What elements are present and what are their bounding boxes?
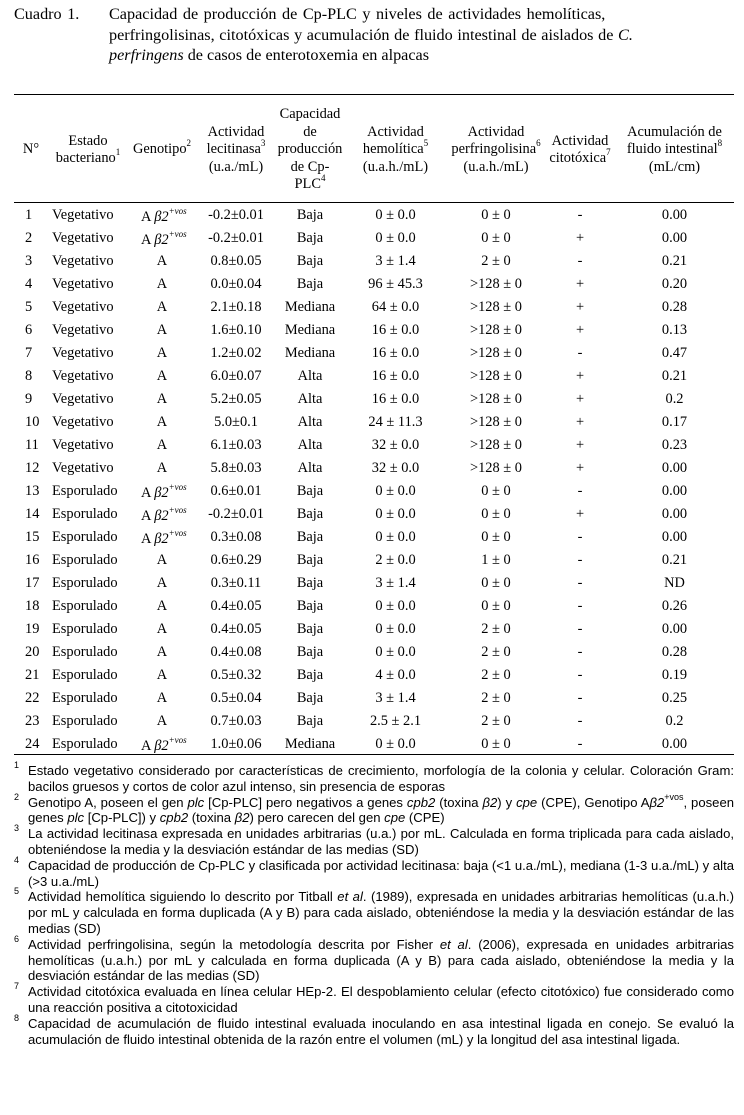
table-row xyxy=(14,342,734,365)
footnote-mark: 5 xyxy=(14,886,20,897)
cell-citotoxica: - xyxy=(577,667,583,683)
footnote-7: 7 Actividad citotóxica evaluada en línea celular HEp-2. El despoblamiento celular (efecto citotóxico) fue considerado como una reacción positiva a citotoxicidad xyxy=(14,981,734,1015)
cell-estado: Esporulado xyxy=(52,529,118,545)
cell-lecitinasa: 0.6±0.01 xyxy=(210,483,262,499)
table-row xyxy=(14,480,734,503)
cell-hemolitica: 3 ± 1.4 xyxy=(375,575,416,591)
cell-fluido: 0.28 xyxy=(661,644,688,660)
cell-num: 2 xyxy=(25,230,33,246)
header-num: N° xyxy=(22,141,40,158)
cell-citotoxica: + xyxy=(575,437,585,453)
cell-capacidad: Baja xyxy=(296,598,324,614)
cell-citotoxica: - xyxy=(577,483,583,499)
cell-lecitinasa: 5.2±0.05 xyxy=(210,391,262,407)
cell-estado: Vegetativo xyxy=(52,368,114,384)
cell-capacidad: Alta xyxy=(297,437,323,453)
table-row xyxy=(14,319,734,342)
table-row xyxy=(14,595,734,618)
cell-genotipo: A xyxy=(156,575,168,591)
cell-num: 1 xyxy=(25,207,33,223)
cell-fluido: 0.26 xyxy=(661,598,688,614)
cell-lecitinasa: 0.4±0.05 xyxy=(210,621,262,637)
cell-citotoxica: - xyxy=(577,621,583,637)
cell-estado: Vegetativo xyxy=(52,253,114,269)
cell-estado: Vegetativo xyxy=(52,230,114,246)
cell-genotipo: A xyxy=(156,713,168,729)
cell-num: 22 xyxy=(25,690,40,706)
cell-hemolitica: 2.5 ± 2.1 xyxy=(369,713,422,729)
cell-estado: Esporulado xyxy=(52,575,118,591)
cell-fluido: 0.00 xyxy=(661,483,688,499)
table-row xyxy=(14,204,734,227)
cell-genotipo: A $\beta 2^{+vos}$ xyxy=(141,228,187,248)
cell-lecitinasa: 1.2±0.02 xyxy=(210,345,262,361)
cell-num: 14 xyxy=(25,506,40,522)
cell-num: 12 xyxy=(25,460,40,476)
cell-num: 24 xyxy=(25,736,40,752)
cell-lecitinasa: 0.6±0.29 xyxy=(210,552,262,568)
cell-capacidad: Alta xyxy=(297,460,323,476)
cell-estado: Esporulado xyxy=(52,667,118,683)
cell-lecitinasa: 0.3±0.08 xyxy=(210,529,262,545)
cell-fluido: 0.19 xyxy=(661,667,688,683)
cell-perfringolisina: 2 ± 0 xyxy=(481,690,511,706)
cell-capacidad: Baja xyxy=(296,667,324,683)
cell-num: 4 xyxy=(25,276,33,292)
caption-label: Cuadro 1. xyxy=(14,5,80,23)
cell-capacidad: Baja xyxy=(296,506,324,522)
cell-capacidad: Baja xyxy=(296,690,324,706)
top-rule xyxy=(14,94,734,95)
header-perfringolisina: Actividad perfringolisina$^6$ (u.a.h./mL) xyxy=(451,123,541,175)
cell-num: 6 xyxy=(25,322,33,338)
cell-lecitinasa: 5.8±0.03 xyxy=(210,460,262,476)
cell-capacidad: Mediana xyxy=(284,299,336,315)
cell-capacidad: Baja xyxy=(296,483,324,499)
table-row xyxy=(14,503,734,526)
cell-hemolitica: 24 ± 11.3 xyxy=(368,414,423,430)
footnote-8: 8 Capacidad de acumulación de fluido intestinal evaluada inoculando en asa intestinal ligada en conejo. Se evaluó la acumulación de fluido intestinal obtenida de la razón entre el volumen (mL) y la longitud del asa intestinal ligada. xyxy=(14,1012,734,1047)
cell-genotipo: A xyxy=(156,322,168,338)
cell-lecitinasa: -0.2±0.01 xyxy=(208,230,264,246)
cell-fluido: 0.25 xyxy=(661,690,688,706)
cell-perfringolisina: 1 ± 0 xyxy=(481,552,511,568)
table-row xyxy=(14,710,734,733)
header-capacidad: Capacidad de producción de Cp-PLC$^4$ xyxy=(277,106,343,193)
cell-lecitinasa: 0.4±0.05 xyxy=(210,598,262,614)
cell-perfringolisina: >128 ± 0 xyxy=(470,299,522,315)
cell-num: 20 xyxy=(25,644,40,660)
cell-fluido: ND xyxy=(664,575,685,591)
header-citotoxica: Actividad citotóxica$^7$ xyxy=(549,132,611,166)
cell-perfringolisina: 2 ± 0 xyxy=(481,667,511,683)
cell-citotoxica: + xyxy=(575,391,585,407)
cell-genotipo: A $\beta 2^{+vos}$ xyxy=(141,481,187,501)
cell-genotipo: A $\beta 2^{+vos}$ xyxy=(141,205,187,225)
data-table xyxy=(14,96,734,756)
cell-genotipo: A xyxy=(156,345,168,361)
cell-estado: Esporulado xyxy=(52,552,118,568)
cell-hemolitica: 32 ± 0.0 xyxy=(371,437,420,453)
cell-lecitinasa: 0.3±0.11 xyxy=(210,575,262,591)
table-row xyxy=(14,296,734,319)
cell-lecitinasa: 1.6±0.10 xyxy=(210,322,262,338)
cell-citotoxica: - xyxy=(577,644,583,660)
cell-capacidad: Baja xyxy=(296,552,324,568)
footnote-mark: 2 xyxy=(14,791,20,802)
cell-genotipo: A xyxy=(156,276,168,292)
cell-citotoxica: - xyxy=(577,253,583,269)
cell-fluido: 0.00 xyxy=(661,529,688,545)
cell-citotoxica: - xyxy=(577,529,583,545)
cell-capacidad: Baja xyxy=(296,276,324,292)
cell-fluido: 0.21 xyxy=(661,368,688,384)
cell-hemolitica: 64 ± 0.0 xyxy=(371,299,420,315)
cell-num: 7 xyxy=(25,345,33,361)
table-row xyxy=(14,733,734,756)
cell-perfringolisina: >128 ± 0 xyxy=(470,437,522,453)
table-row xyxy=(14,664,734,687)
table-row xyxy=(14,549,734,572)
cell-num: 3 xyxy=(25,253,33,269)
cell-lecitinasa: 0.7±0.03 xyxy=(210,713,262,729)
table-row xyxy=(14,572,734,595)
footnote-mark: 7 xyxy=(14,981,20,992)
footnote-4: 4 Capacidad de producción de Cp-PLC y clasificada por actividad lecitinasa: baja (<1 u.a./mL), mediana (1-3 u.a./mL) y alta (>3 u.a./mL) xyxy=(14,854,734,889)
cell-fluido: 0.2 xyxy=(665,713,684,729)
cell-num: 21 xyxy=(25,667,40,683)
cell-capacidad: Mediana xyxy=(284,322,336,338)
cell-genotipo: A xyxy=(156,391,168,407)
cell-capacidad: Mediana xyxy=(284,345,336,361)
cell-estado: Esporulado xyxy=(52,690,118,706)
table-row xyxy=(14,687,734,710)
table-row xyxy=(14,227,734,250)
cell-lecitinasa: 0.4±0.08 xyxy=(210,644,262,660)
cell-capacidad: Alta xyxy=(297,368,323,384)
cell-citotoxica: - xyxy=(577,552,583,568)
cell-capacidad: Baja xyxy=(296,621,324,637)
cell-hemolitica: 2 ± 0.0 xyxy=(375,552,416,568)
cell-citotoxica: - xyxy=(577,345,583,361)
cell-capacidad: Baja xyxy=(296,230,324,246)
caption-line-1: Cuadro 1. Capacidad de producción de Cp-PLC y niveles de actividades hemolíticas, xyxy=(14,5,606,23)
cell-capacidad: Baja xyxy=(296,575,324,591)
cell-num: 10 xyxy=(25,414,40,430)
cell-hemolitica: 3 ± 1.4 xyxy=(375,253,416,269)
cell-citotoxica: + xyxy=(575,460,585,476)
cell-citotoxica: - xyxy=(577,736,583,752)
cell-estado: Esporulado xyxy=(52,598,118,614)
cell-hemolitica: 16 ± 0.0 xyxy=(371,322,420,338)
cell-genotipo: A xyxy=(156,690,168,706)
cell-num: 5 xyxy=(25,299,33,315)
cell-perfringolisina: >128 ± 0 xyxy=(470,368,522,384)
footnote-mark: 6 xyxy=(14,933,20,944)
table-row xyxy=(14,250,734,273)
header-fluido: Acumulación de fluido intestinal$^8$ (mL/cm) xyxy=(626,123,723,175)
cell-estado: Vegetativo xyxy=(52,414,114,430)
cell-hemolitica: 32 ± 0.0 xyxy=(371,460,420,476)
cell-fluido: 0.00 xyxy=(661,230,688,246)
cell-perfringolisina: >128 ± 0 xyxy=(470,414,522,430)
cell-hemolitica: 0 ± 0.0 xyxy=(375,736,416,752)
header-genotipo: Genotipo$^2$ xyxy=(132,138,192,158)
cell-citotoxica: - xyxy=(577,598,583,614)
cell-hemolitica: 96 ± 45.3 xyxy=(368,276,423,292)
cell-estado: Vegetativo xyxy=(52,299,114,315)
cell-num: 19 xyxy=(25,621,40,637)
cell-capacidad: Alta xyxy=(297,414,323,430)
cell-perfringolisina: 0 ± 0 xyxy=(481,598,511,614)
cell-fluido: 0.00 xyxy=(661,460,688,476)
cell-num: 13 xyxy=(25,483,40,499)
cell-capacidad: Baja xyxy=(296,644,324,660)
cell-citotoxica: + xyxy=(575,368,585,384)
cell-estado: Esporulado xyxy=(52,736,118,752)
table-row xyxy=(14,273,734,296)
cell-lecitinasa: 2.1±0.18 xyxy=(210,299,262,315)
cell-genotipo: A $\beta 2^{+vos}$ xyxy=(141,504,187,524)
cell-fluido: 0.21 xyxy=(661,253,688,269)
cell-fluido: 0.17 xyxy=(661,414,688,430)
cell-genotipo: A xyxy=(156,552,168,568)
cell-perfringolisina: 0 ± 0 xyxy=(481,506,511,522)
cell-capacidad: Baja xyxy=(296,713,324,729)
cell-genotipo: A xyxy=(156,253,168,269)
cell-perfringolisina: >128 ± 0 xyxy=(470,276,522,292)
cell-genotipo: A xyxy=(156,299,168,315)
cell-perfringolisina: 0 ± 0 xyxy=(481,529,511,545)
cell-citotoxica: + xyxy=(575,414,585,430)
cell-hemolitica: 0 ± 0.0 xyxy=(375,644,416,660)
cell-estado: Vegetativo xyxy=(52,322,114,338)
cell-hemolitica: 0 ± 0.0 xyxy=(375,506,416,522)
cell-perfringolisina: 0 ± 0 xyxy=(481,736,511,752)
cell-perfringolisina: 0 ± 0 xyxy=(481,575,511,591)
table-row xyxy=(14,526,734,549)
cell-num: 17 xyxy=(25,575,40,591)
cell-fluido: 0.28 xyxy=(661,299,688,315)
footnote-1: 1 Estado vegetativo considerado por características de crecimiento, morfología de la colonia y celular. Coloración Gram: bacilos gruesos y cortos de color azul intenso, sin presencia de esporas xyxy=(14,760,734,794)
cell-citotoxica: - xyxy=(577,713,583,729)
cell-fluido: 0.47 xyxy=(661,345,688,361)
cell-hemolitica: 0 ± 0.0 xyxy=(375,598,416,614)
cell-lecitinasa: 0.0±0.04 xyxy=(210,276,262,292)
cell-estado: Esporulado xyxy=(52,506,118,522)
header-row xyxy=(14,96,734,204)
cell-num: 8 xyxy=(25,368,33,384)
cell-estado: Esporulado xyxy=(52,621,118,637)
cell-fluido: 0.23 xyxy=(661,437,688,453)
cell-perfringolisina: 0 ± 0 xyxy=(481,483,511,499)
cell-perfringolisina: 2 ± 0 xyxy=(481,621,511,637)
cell-perfringolisina: >128 ± 0 xyxy=(470,345,522,361)
cell-lecitinasa: 1.0±0.06 xyxy=(210,736,262,752)
cell-hemolitica: 3 ± 1.4 xyxy=(375,690,416,706)
table-row xyxy=(14,365,734,388)
cell-fluido: 0.20 xyxy=(661,276,688,292)
cell-lecitinasa: -0.2±0.01 xyxy=(208,207,264,223)
cell-estado: Vegetativo xyxy=(52,391,114,407)
footnote-6: 6 Actividad perfringolisina, según la metodología descrita por Fisher et al. (2006), expresada en unidades arbitrarias hemolíticas (u.a.h.) por mL y calculada en forma duplicada (A y B) para cada aislado, obteniéndose la media y la desviación estándar de las medias (SD) xyxy=(14,933,734,984)
caption-line-3: perfringens de casos de enterotoxemia en alpacas xyxy=(109,46,430,64)
cell-capacidad: Baja xyxy=(296,253,324,269)
table-row xyxy=(14,388,734,411)
cell-lecitinasa: 6.0±0.07 xyxy=(210,368,262,384)
header-hemolitica: Actividad hemolítica$^5$ (u.a.h./mL) xyxy=(362,123,429,175)
cell-fluido: 0.2 xyxy=(665,391,684,407)
cell-genotipo: A xyxy=(156,460,168,476)
cell-genotipo: A xyxy=(156,621,168,637)
cell-fluido: 0.13 xyxy=(661,322,688,338)
cell-citotoxica: + xyxy=(575,322,585,338)
cell-perfringolisina: >128 ± 0 xyxy=(470,322,522,338)
table-row xyxy=(14,457,734,480)
cell-genotipo: A xyxy=(156,644,168,660)
cell-hemolitica: 0 ± 0.0 xyxy=(375,483,416,499)
caption-line-2: perfringolisinas, citotóxicas y acumulación de fluido intestinal de aislados de C. xyxy=(109,25,633,44)
cell-hemolitica: 16 ± 0.0 xyxy=(371,368,420,384)
header-lecitinasa: Actividad lecitinasa$^3$ (u.a./mL) xyxy=(206,123,266,175)
cell-estado: Vegetativo xyxy=(52,345,114,361)
cell-lecitinasa: 6.1±0.03 xyxy=(210,437,262,453)
cell-citotoxica: + xyxy=(575,506,585,522)
cell-lecitinasa: 0.8±0.05 xyxy=(210,253,262,269)
cell-citotoxica: - xyxy=(577,575,583,591)
cell-hemolitica: 0 ± 0.0 xyxy=(375,529,416,545)
cell-estado: Vegetativo xyxy=(52,460,114,476)
cell-perfringolisina: 2 ± 0 xyxy=(481,713,511,729)
table-caption xyxy=(14,4,734,66)
cell-capacidad: Baja xyxy=(296,529,324,545)
cell-estado: Esporulado xyxy=(52,713,118,729)
cell-num: 23 xyxy=(25,713,40,729)
header-estado: Estado bacteriano$^1$ xyxy=(55,132,121,166)
cell-hemolitica: 16 ± 0.0 xyxy=(371,345,420,361)
footnote-5: 5 Actividad hemolítica siguiendo lo descrito por Titball et al. (1989), expresada en unidades arbitrarias hemolíticas (u.a.h.) por mL y calculada en forma duplicada (A y B) para cada aislado, obteniéndose la media y la desviación estándar de las medias (SD) xyxy=(14,886,734,936)
cell-estado: Vegetativo xyxy=(52,207,114,223)
cell-perfringolisina: 0 ± 0 xyxy=(481,207,511,223)
footnote-mark: 1 xyxy=(14,760,20,770)
footnote-3: 3 La actividad lecitinasa expresada en unidades arbitrarias (u.a.) por mL. Calculada en forma triplicada para cada aislado, obteniéndose la media y la desviación estándar de las medias (SD) xyxy=(14,823,734,857)
table-row xyxy=(14,434,734,457)
cell-hemolitica: 0 ± 0.0 xyxy=(375,207,416,223)
cell-capacidad: Alta xyxy=(297,391,323,407)
cell-citotoxica: - xyxy=(577,207,583,223)
cell-hemolitica: 0 ± 0.0 xyxy=(375,621,416,637)
footnote-mark: 8 xyxy=(14,1012,20,1023)
cell-citotoxica: + xyxy=(575,230,585,246)
cell-hemolitica: 0 ± 0.0 xyxy=(375,230,416,246)
cell-genotipo: A xyxy=(156,598,168,614)
cell-num: 15 xyxy=(25,529,40,545)
cell-capacidad: Baja xyxy=(296,207,324,223)
cell-citotoxica: - xyxy=(577,690,583,706)
table-body xyxy=(14,204,734,756)
cell-perfringolisina: 2 ± 0 xyxy=(481,644,511,660)
cell-genotipo: A xyxy=(156,667,168,683)
cell-perfringolisina: 0 ± 0 xyxy=(481,230,511,246)
cell-num: 9 xyxy=(25,391,33,407)
cell-lecitinasa: 5.0±0.1 xyxy=(214,414,258,430)
cell-fluido: 0.00 xyxy=(661,506,688,522)
cell-lecitinasa: 0.5±0.32 xyxy=(210,667,262,683)
cell-genotipo: A $\beta 2^{+vos}$ xyxy=(141,527,187,547)
cell-hemolitica: 4 ± 0.0 xyxy=(375,667,416,683)
cell-perfringolisina: >128 ± 0 xyxy=(470,391,522,407)
cell-genotipo: A $\beta 2^{+vos}$ xyxy=(141,734,187,754)
cell-genotipo: A xyxy=(156,437,168,453)
cell-citotoxica: + xyxy=(575,299,585,315)
cell-num: 18 xyxy=(25,598,40,614)
cell-lecitinasa: 0.5±0.04 xyxy=(210,690,262,706)
cell-num: 16 xyxy=(25,552,40,568)
footnote-2: 2 Genotipo A, poseen el gen plc [Cp-PLC] pero negativos a genes cpb2 (toxina β2) y cpe (CPE), Genotipo $A\beta 2^{+vos}$, poseen genes plc [Cp-PLC]) y cpb2 (toxina β2) pero carecen del gen cpe (CPE) xyxy=(14,791,735,826)
cell-fluido: 0.00 xyxy=(661,621,688,637)
cell-citotoxica: + xyxy=(575,276,585,292)
cell-perfringolisina: >128 ± 0 xyxy=(470,460,522,476)
table-row xyxy=(14,618,734,641)
cell-capacidad: Mediana xyxy=(284,736,336,752)
cell-estado: Esporulado xyxy=(52,483,118,499)
footnote-mark: 3 xyxy=(14,823,20,834)
cell-perfringolisina: 2 ± 0 xyxy=(481,253,511,269)
cell-fluido: 0.21 xyxy=(661,552,688,568)
cell-estado: Vegetativo xyxy=(52,276,114,292)
footnotes xyxy=(14,760,735,1047)
footnote-mark: 4 xyxy=(14,854,20,865)
cell-estado: Esporulado xyxy=(52,644,118,660)
cell-lecitinasa: -0.2±0.01 xyxy=(208,506,264,522)
cell-genotipo: A xyxy=(156,368,168,384)
cell-fluido: 0.00 xyxy=(661,736,688,752)
table-row xyxy=(14,641,734,664)
cell-estado: Vegetativo xyxy=(52,437,114,453)
cell-fluido: 0.00 xyxy=(661,207,688,223)
cell-hemolitica: 16 ± 0.0 xyxy=(371,391,420,407)
cell-genotipo: A xyxy=(156,414,168,430)
table-row xyxy=(14,411,734,434)
cell-num: 11 xyxy=(25,437,39,453)
